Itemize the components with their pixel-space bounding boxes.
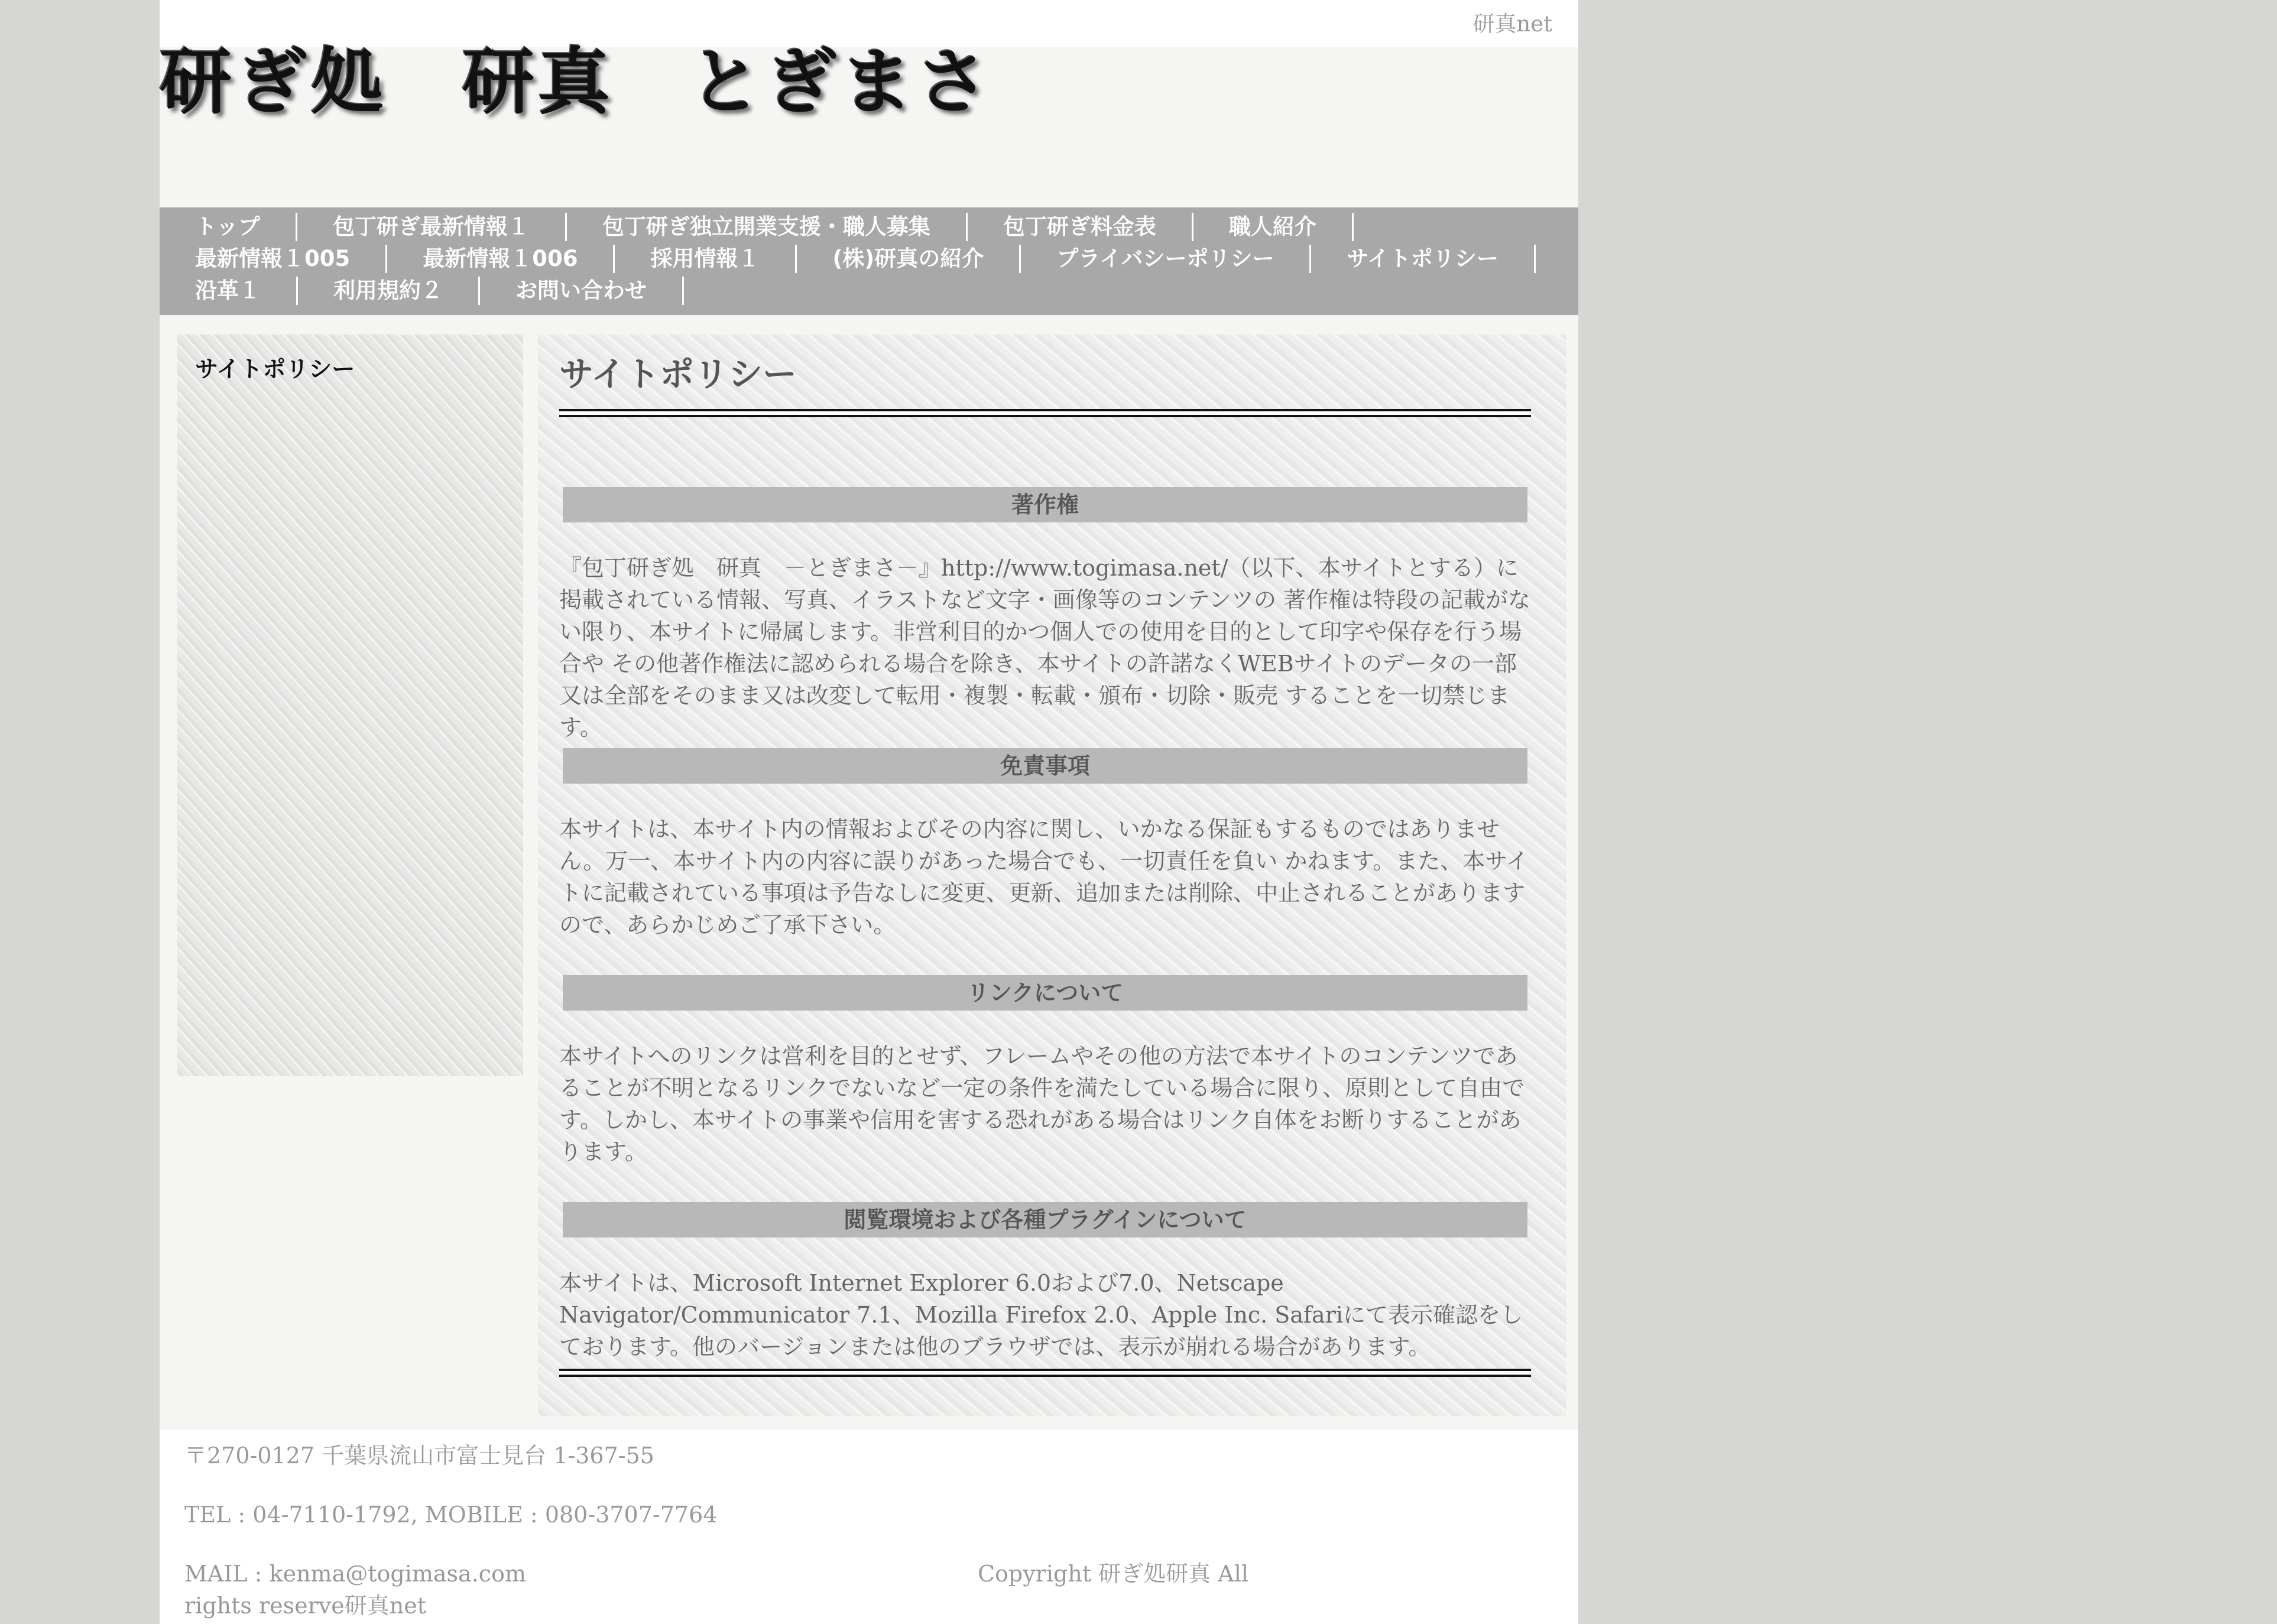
nav-item-independence-support[interactable]: 包丁研ぎ独立開業支援・職人募集	[602, 213, 968, 241]
nav-item-privacy-policy[interactable]: プライバシーポリシー	[1056, 245, 1311, 273]
title-divider	[559, 409, 1531, 417]
nav-item-craftsman[interactable]: 職人紹介	[1229, 213, 1354, 241]
nav-item-latest-info-1[interactable]: 包丁研ぎ最新情報１	[333, 213, 567, 241]
site-logo[interactable]: 研ぎ処 研真 とぎまさ	[160, 40, 992, 124]
footer-mail: MAIL : kenma@togimasa.com	[184, 1561, 526, 1587]
sidebar-link-site-policy[interactable]: サイトポリシー	[195, 356, 355, 383]
footer-copyright: Copyright 研ぎ処研真 All	[977, 1561, 1248, 1587]
section-heading-links: リンクについて	[563, 975, 1527, 1011]
footer-address: 〒270-0127 千葉県流山市富士見台 1-367-55	[184, 1443, 654, 1469]
site-link[interactable]: 研真net	[1472, 11, 1552, 37]
section-body-disclaimer: 本サイトは、本サイト内の情報およびその内容に関し、いかなる保証もするものではありません。万一、本サイト内の内容に誤りがあった場合でも、一切責任を負い かねます。また、本サイトに記載されている事項は予告なしに変更、更新、追加または削除、中止されることがありますので、あらかじめご了承下さい。	[559, 816, 1529, 938]
section-body-copyright: 『包丁研ぎ処 研真 －とぎまさ－』http://www.togimasa.net/（以下、本サイトとする）に掲載されている情報、写真、イラストなど文字・画像等のコンテンツの 著作権は特段の記載がない限り、本サイトに帰属します。非営利目的かつ個人での使用を目的として印字や保存を行う場合や その他著作権法に認められる場合を除き、本サイトの許諾なくWEBサイトのデータの一部又は全部をそのまま又は改変して転用・複製・転載・頒布・切除・販売 することを一切禁じます。	[559, 555, 1531, 740]
footer-mail-row	[184, 1558, 1248, 1590]
nav-row-2	[195, 243, 1578, 275]
footer-rights: rights reserve研真net	[184, 1593, 426, 1619]
nav-item-latest-1006[interactable]: 最新情報１006	[423, 245, 615, 273]
nav-item-terms[interactable]: 利用規約２	[333, 277, 480, 305]
main-nav	[160, 207, 1578, 315]
section-heading-disclaimer: 免責事項	[563, 748, 1527, 784]
page-title: サイトポリシー	[559, 354, 797, 394]
sidebar	[177, 334, 523, 1076]
nav-row-3	[195, 275, 1578, 307]
nav-item-price-list[interactable]: 包丁研ぎ料金表	[1003, 213, 1193, 241]
nav-row-1	[195, 211, 1578, 243]
nav-item-company[interactable]: (株)研真の紹介	[832, 245, 1021, 273]
section-body-browser: 本サイトは、Microsoft Internet Explorer 6.0および7.0、Netscape Navigator/Communicator 7.1、Mozilla Firefox 2.0、Apple Inc. Safariにて表示確認をしております。他のバージョンまたは他のブラウザでは、表示が崩れる場合があります。	[559, 1270, 1523, 1360]
nav-item-latest-1005[interactable]: 最新情報１005	[195, 245, 387, 273]
nav-item-contact[interactable]: お問い合わせ	[515, 277, 684, 305]
section-heading-copyright: 著作権	[563, 487, 1527, 522]
page	[160, 0, 1578, 1624]
footer	[160, 1430, 1578, 1624]
nav-item-top[interactable]: トップ	[195, 213, 297, 241]
nav-item-recruit[interactable]: 採用情報１	[650, 245, 797, 273]
nav-item-site-policy[interactable]: サイトポリシー	[1347, 245, 1535, 273]
footer-tel: TEL : 04-7110-1792, MOBILE : 080-3707-7764	[184, 1502, 718, 1528]
section-heading-browser: 閲覧環境および各種プラグインについて	[563, 1202, 1527, 1238]
section-body-links: 本サイトへのリンクは営利を目的とせず、フレームやその他の方法で本サイトのコンテンツであることが不明となるリンクでないなど一定の条件を満たしている場合に限り、原則として自由です。しかし、本サイトの事業や信用を害する恐れがある場合はリンク自体をお断りすることがあります。	[559, 1043, 1525, 1165]
nav-item-history[interactable]: 沿革１	[195, 277, 298, 305]
main-content	[538, 334, 1566, 1416]
bottom-divider	[559, 1369, 1531, 1377]
